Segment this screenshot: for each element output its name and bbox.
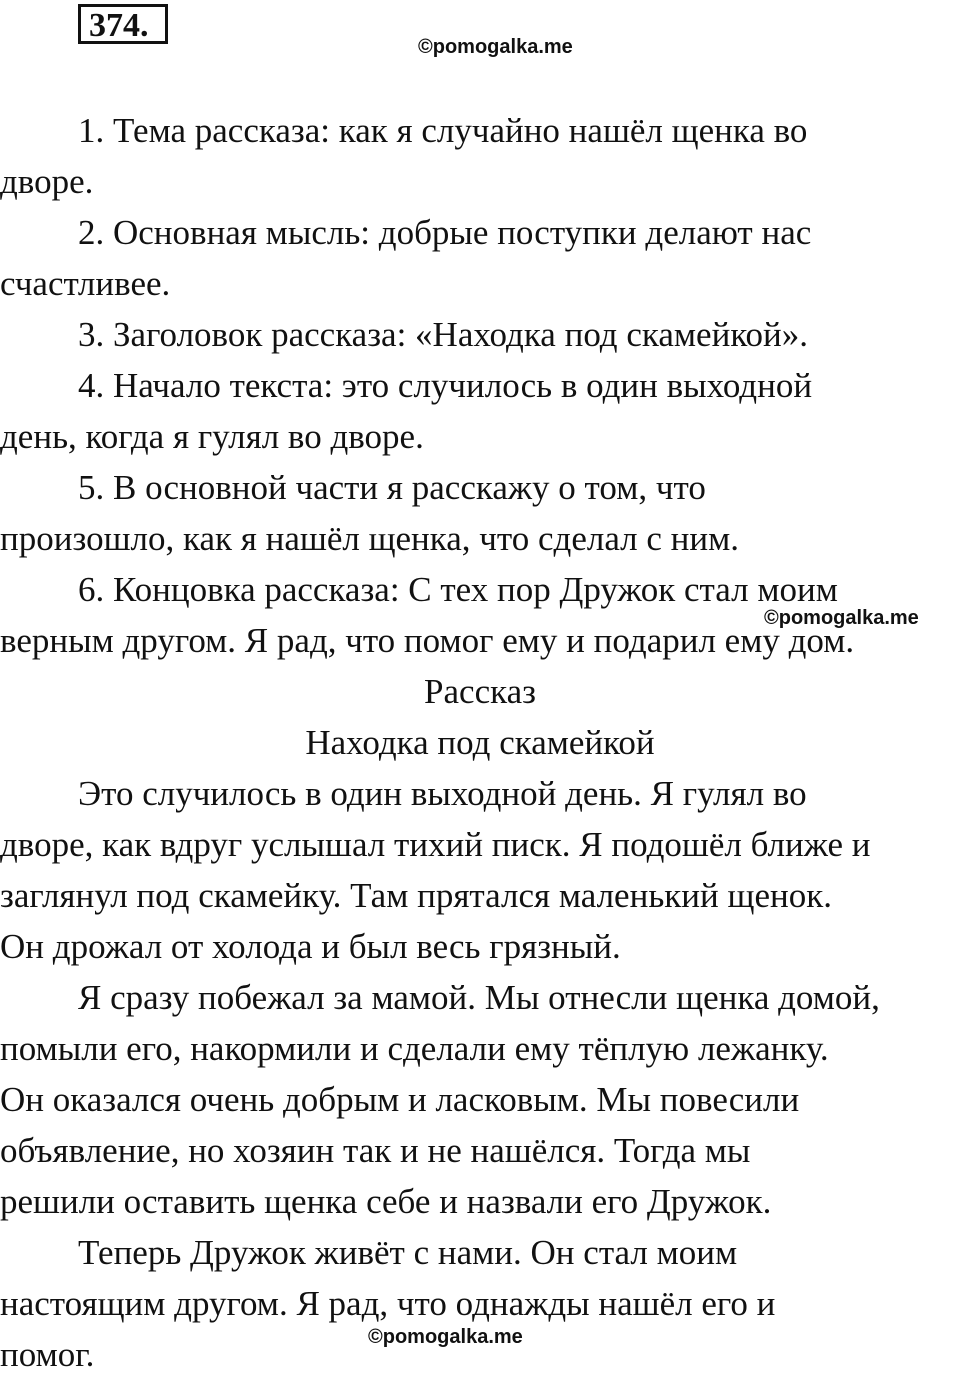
story-paragraph-3 bbox=[0, 1227, 960, 1380]
story-title: Находка под скамейкой bbox=[305, 723, 655, 762]
text-line: дворе. bbox=[0, 162, 94, 201]
text-line: дворе, как вдруг услышал тихий писк. Я подошёл ближе и bbox=[0, 825, 871, 864]
watermark-bottom: ©pomogalka.me bbox=[368, 1326, 523, 1348]
text-line: помог. bbox=[0, 1335, 95, 1374]
plan-item-1 bbox=[0, 105, 960, 207]
document-body bbox=[0, 105, 960, 1380]
text-line: счастливее. bbox=[0, 264, 171, 303]
text-line: Теперь Дружок живёт с нами. Он стал моим bbox=[78, 1233, 738, 1272]
text-line: произошло, как я нашёл щенка, что сделал с ним. bbox=[0, 519, 740, 558]
watermark-top: ©pomogalka.me bbox=[418, 36, 573, 58]
story-label: Рассказ bbox=[424, 672, 536, 711]
text-line: решили оставить щенка себе и назвали его Дружок. bbox=[0, 1182, 772, 1221]
text-line: объявление, но хозяин так и не нашёлся. Тогда мы bbox=[0, 1131, 751, 1170]
text-line: настоящим другом. Я рад, что однажды нашёл его и bbox=[0, 1284, 776, 1323]
plan-item-3 bbox=[0, 309, 960, 360]
watermark-middle: ©pomogalka.me bbox=[764, 607, 919, 629]
text-line: день, когда я гулял во дворе. bbox=[0, 417, 424, 456]
text-line: 6. Концовка рассказа: С тех пор Дружок стал моим bbox=[78, 570, 838, 609]
story-paragraph-1 bbox=[0, 768, 960, 972]
text-line: верным другом. Я рад, что помог ему и подарил ему дом. bbox=[0, 621, 855, 660]
text-line: Он оказался очень добрым и ласковым. Мы повесили bbox=[0, 1080, 800, 1119]
story-paragraph-2 bbox=[0, 972, 960, 1227]
text-line: Он дрожал от холода и был весь грязный. bbox=[0, 927, 621, 966]
text-line: 3. Заголовок рассказа: «Находка под скамейкой». bbox=[78, 315, 809, 354]
text-line: помыли его, накормили и сделали ему тёплую лежанку. bbox=[0, 1029, 829, 1068]
text-line: Это случилось в один выходной день. Я гулял во bbox=[78, 774, 807, 813]
text-line: 1. Тема рассказа: как я случайно нашёл щенка во bbox=[78, 111, 808, 150]
text-line: Я сразу побежал за мамой. Мы отнесли щенка домой, bbox=[78, 978, 880, 1017]
plan-item-4 bbox=[0, 360, 960, 462]
text-line: 2. Основная мысль: добрые поступки делают нас bbox=[78, 213, 812, 252]
text-line: заглянул под скамейку. Там прятался маленький щенок. bbox=[0, 876, 832, 915]
text-line: 4. Начало текста: это случилось в один выходной bbox=[78, 366, 813, 405]
text-line: 5. В основной части я расскажу о том, что bbox=[78, 468, 706, 507]
exercise-number-box: 374. bbox=[78, 4, 168, 44]
plan-item-2 bbox=[0, 207, 960, 309]
plan-item-5 bbox=[0, 462, 960, 564]
